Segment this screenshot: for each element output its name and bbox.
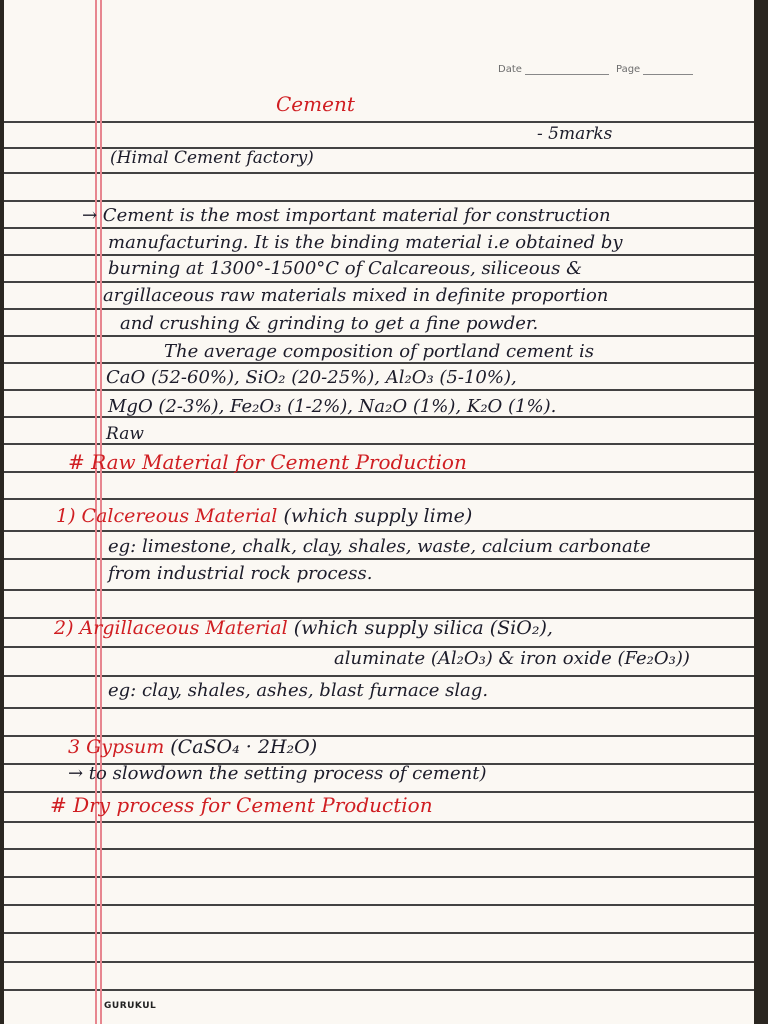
date-label: Date xyxy=(498,64,609,75)
item3-line xyxy=(68,736,317,758)
intro-line-2: manufacturing. It is the binding material i.e obtained by xyxy=(108,232,623,253)
intro-line-3: burning at 1300°-1500°C of Calcareous, siliceous & xyxy=(108,258,583,279)
ruled-line xyxy=(4,558,754,560)
item2-heading: 2) Argillaceous Material xyxy=(54,617,288,639)
item1-eg: eg: limestone, chalk, clay, shales, waste, calcium carbonate xyxy=(108,536,651,557)
ruled-line xyxy=(4,200,754,202)
intro-line-1: → Cement is the most important material for construction xyxy=(82,205,611,226)
item2-note: (which supply silica (SiO₂), xyxy=(293,617,553,639)
page-label: Page xyxy=(616,64,693,75)
source-label: (Himal Cement factory) xyxy=(110,148,314,168)
ruled-line xyxy=(4,362,754,364)
note-title: Cement xyxy=(276,92,355,116)
ruled-line xyxy=(4,498,754,500)
ruled-line xyxy=(4,308,754,310)
item3-heading: 3 Gypsum xyxy=(68,736,165,758)
ruled-line xyxy=(4,675,754,677)
intro-line-4: argillaceous raw materials mixed in definite proportion xyxy=(103,285,609,306)
ruled-line xyxy=(4,254,754,256)
ruled-line xyxy=(4,227,754,229)
intro-line-8: MgO (2-3%), Fe₂O₃ (1-2%), Na₂O (1%), K₂O (1%). xyxy=(108,396,557,417)
ruled-line xyxy=(4,821,754,823)
item1-eg-cont: from industrial rock process. xyxy=(108,563,373,584)
intro-line-9: Raw xyxy=(106,424,144,444)
ruled-line xyxy=(4,121,754,123)
ruled-line xyxy=(4,932,754,934)
ruled-line xyxy=(4,589,754,591)
ruled-line xyxy=(4,904,754,906)
ruled-line xyxy=(4,876,754,878)
intro-line-5: and crushing & grinding to get a fine powder. xyxy=(120,313,539,334)
ruled-line xyxy=(4,530,754,532)
intro-line-7: CaO (52-60%), SiO₂ (20-25%), Al₂O₃ (5-10%), xyxy=(106,367,517,388)
item2-line xyxy=(54,617,553,639)
dry-process-heading: # Dry process for Cement Production xyxy=(50,793,433,817)
ruled-line xyxy=(4,707,754,709)
item2-eg: eg: clay, shales, ashes, blast furnace slag. xyxy=(108,680,489,701)
ruled-line xyxy=(4,172,754,174)
marks-label: - 5marks xyxy=(537,124,613,144)
ruled-line xyxy=(4,961,754,963)
item1-note: (which supply lime) xyxy=(283,505,473,527)
item3-formula: (CaSO₄ · 2H₂O) xyxy=(170,736,318,758)
ruled-line xyxy=(4,389,754,391)
notebook-page xyxy=(4,0,754,1024)
item1-line xyxy=(56,505,472,527)
ruled-line xyxy=(4,848,754,850)
item2-note-cont: aluminate (Al₂O₃) & iron oxide (Fe₂O₃)) xyxy=(334,648,690,669)
item3-note: → to slowdown the setting process of cement) xyxy=(68,763,487,784)
ruled-line xyxy=(4,281,754,283)
item1-heading: 1) Calcereous Material xyxy=(56,505,278,527)
notebook-brand: GURUKUL xyxy=(104,1001,157,1011)
intro-line-6: The average composition of portland cement is xyxy=(164,341,594,362)
ruled-line xyxy=(4,989,754,991)
ruled-line xyxy=(4,335,754,337)
raw-material-heading: # Raw Material for Cement Production xyxy=(68,450,467,474)
